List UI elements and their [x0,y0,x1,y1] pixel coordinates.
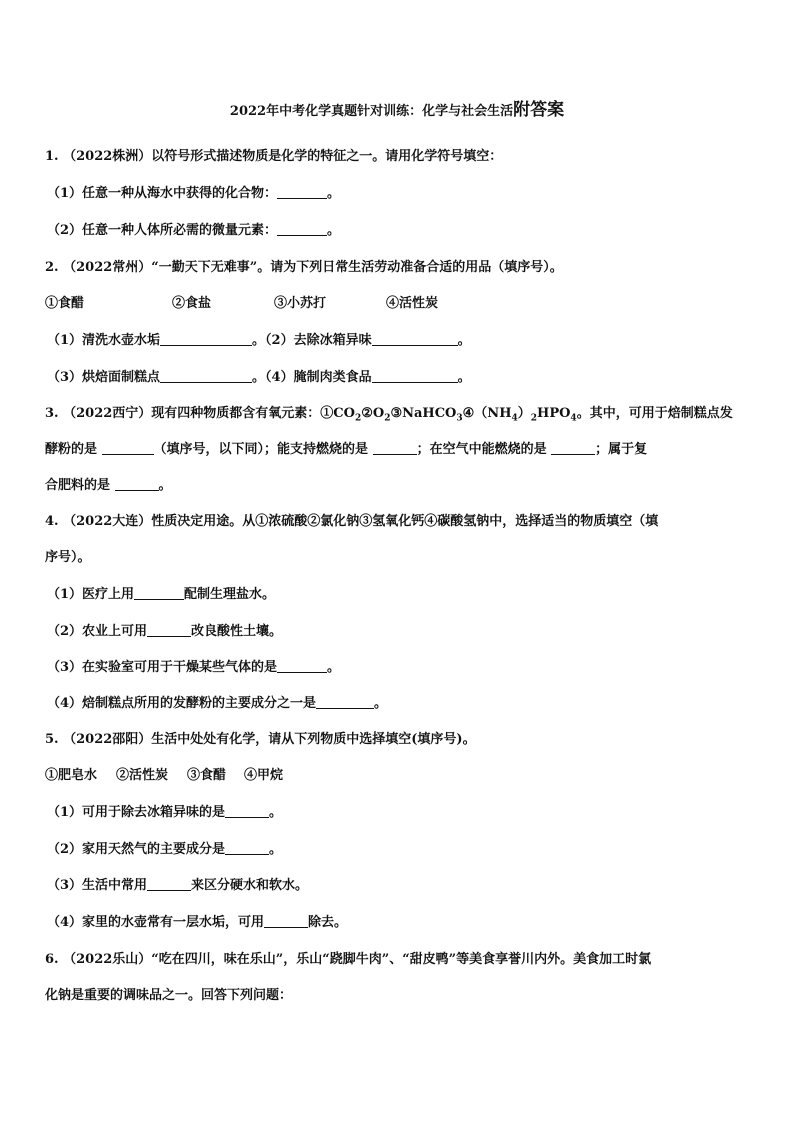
option-4: ④甲烷 [244,768,284,783]
q5-part3: （3）生活中常用 来区分硬水和软水。 [47,878,309,893]
option-1: ①食醋 [45,296,85,311]
answer-blank[interactable] [551,440,595,455]
q5-part4: （4）家里的水壶常有一层水垢，可用 除去。 [47,915,348,930]
q5-part2: （2）家用天然气的主要成分是 。 [47,842,283,857]
answer-blank[interactable] [147,876,191,891]
q4-stem-cont: 序号）。 [45,550,91,565]
option-2: ②食盐 [172,296,212,311]
q3-line3: 合肥料的是 。 [45,478,172,493]
q6-line2: 化钠是重要的调味品之一。回答下列问题： [45,988,293,1003]
q5-options [45,766,757,786]
answer-blank[interactable] [225,803,269,818]
page-title [0,99,794,123]
answer-blank[interactable] [372,331,458,346]
answer-blank[interactable] [134,585,184,600]
q2-stem: 2. （2022常州）“一勤天下无难事”。请为下列日常生活劳动准备合适的用品（填序号）。 [45,260,563,275]
answer-blank[interactable] [160,331,252,346]
title-main: 2022年中考化学真题针对训练：化学与社会生活 [229,104,514,119]
q3-line1: 3. （2022西宁）现有四种物质都含有氧元素：$①CO_2②O_2③NaHCO_3④(NH_4)_2HPO_4$。其中，可用于焙制糕点发 [45,406,733,424]
q4-part1: （1）医疗上用 配制生理盐水。 [47,587,276,602]
answer-blank[interactable] [277,221,327,236]
answer-blank[interactable] [373,440,417,455]
q2-row1: （1）清洗水壶水垢 。（2）去除冰箱异味 。 [47,333,471,348]
option-3: ③食醋 [187,768,227,783]
answer-blank[interactable] [264,913,308,928]
option-3: ③小苏打 [274,296,327,311]
q2-options [45,294,757,314]
q4-part3: （3）在实验室可用于干燥某些气体的是 。 [47,660,341,675]
answer-blank[interactable] [277,658,327,673]
q5-part1: （1）可用于除去冰箱异味的是 。 [47,805,283,820]
q1-part1: （1）任意一种从海水中获得的化合物： 。 [47,186,341,201]
q2-row2: （3）烘焙面制糕点 。（4）腌制肉类食品 。 [47,370,471,385]
answer-blank[interactable] [316,694,374,709]
answer-blank[interactable] [225,840,269,855]
option-1: ①肥皂水 [45,768,98,783]
q1-part2: （2）任意一种人体所必需的微量元素： 。 [47,223,341,238]
q4-stem: 4. （2022大连）性质决定用途。从①浓硫酸②氯化钠③氢氧化钙④碳酸氢钠中，选择适当的物质填空（填 [45,514,659,529]
answer-blank[interactable] [372,368,458,383]
q4-part4: （4）焙制糕点所用的发酵粉的主要成分之一是 。 [47,696,388,711]
answer-blank[interactable] [160,368,252,383]
answer-blank[interactable] [147,622,191,637]
option-2: ②活性炭 [116,768,169,783]
title-suffix: 附答案 [513,100,565,120]
q6-line1: 6. （2022乐山）“吃在四川，味在乐山”，乐山“跷脚牛肉”、“甜皮鸭”等美食享誉川内外。美食加工时氯 [45,952,652,967]
q5-stem: 5. （2022邵阳）生活中处处有化学，请从下列物质中选择填空(填序号)。 [45,732,476,747]
option-4: ④活性炭 [386,296,439,311]
q4-part2: （2）农业上可用 改良酸性土壤。 [47,624,283,639]
answer-blank[interactable] [115,476,159,491]
answer-blank[interactable] [102,440,154,455]
q3-line2: 酵粉的是 （填序号，以下同）；能支持燃烧的是 ；在空气中能燃烧的是 ；属于复 [45,442,648,457]
answer-blank[interactable] [277,184,327,199]
q1-stem: 1. （2022株洲）以符号形式描述物质是化学的特征之一。请用化学符号填空： [45,149,503,164]
